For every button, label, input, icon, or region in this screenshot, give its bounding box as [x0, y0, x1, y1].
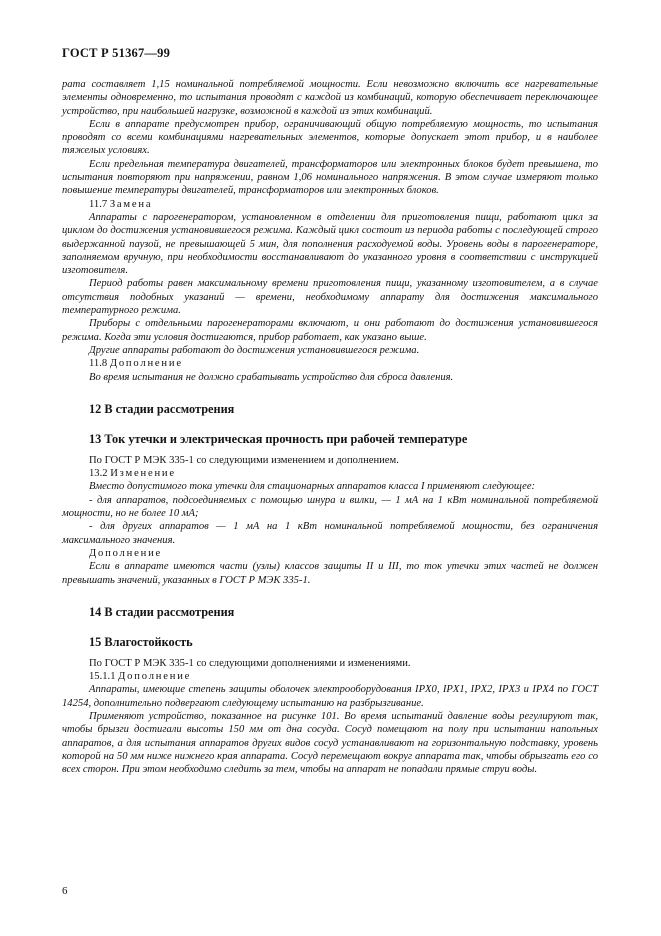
paragraph: По ГОСТ Р МЭК 335-1 со следующими дополнениями и изменениями.	[89, 657, 411, 669]
document-body	[62, 78, 598, 776]
clause-heading-11-7	[62, 198, 598, 211]
paragraph: Если предельная температура двигателей, трансформаторов или электронных блоков будет превышена, то испытания повторяют при напряжении, равном 1,06 номинального напряжения. В этом случае измеряют только повышение температуры двигателей, трансформаторов или электронных блоков.	[62, 158, 598, 197]
paragraph: Аппараты с парогенератором, установленном в отделении для приготовления пищи, работают цикл за циклом до достижения установившегося режима. Каждый цикл состоит из периода работы с последующей строго выдержанной паузой, не превышающей 5 мин, для пополнения расходуемой воды. Уровень воды в парогенераторе, заполняемом вручную, при необходимости восстанавливают до указанного уровня в соответствии с инструкцией изготовителя.	[62, 211, 598, 277]
paragraph: Другие аппараты работают до достижения установившегося режима.	[89, 344, 420, 356]
paragraph: Вместо допустимого тока утечки для стационарных аппаратов класса I применяют следующее:	[89, 481, 536, 493]
page-number: 6	[62, 885, 68, 897]
clause-word: Дополнение	[89, 547, 163, 559]
clause-heading-13-2	[62, 467, 598, 480]
paragraph: Во время испытания не должно срабатывать устройство для сброса давления.	[89, 371, 454, 383]
clause-word: Изменение	[110, 468, 176, 480]
paragraph: Применяют устройство, показанное на рисунке 101. Во время испытаний давление воды регулируют так, чтобы брызги достигали высоты 150 мм от дна сосуда. Сосуд помещают на полу при испытании напольных аппаратов, а для испытания аппаратов других видов сосуд устанавливают на горизонтальную подставку, уровень которой на 50 мм ниже нижнего края аппарата. Сосуд перемещают вокруг аппарата так, чтобы обрызгать его со всех сторон. При этом необходимо следить за тем, чтобы на аппарат не попадали прямые струи воды.	[62, 710, 598, 776]
section-title-15: 15 Влагостойкость	[89, 634, 193, 649]
clause-word: Дополнение	[109, 358, 183, 370]
section-title-13: 13 Ток утечки и электрическая прочность при рабочей температуре	[89, 431, 468, 446]
paragraph: Приборы с отдельными парогенераторами включают, и они работают до достижения установившегося режима. Когда эти условия достигаются, прибор работает, как указано выше.	[62, 318, 598, 343]
clause-word: Замена	[109, 198, 153, 210]
list-item: - для других аппаратов — 1 мА на 1 кВт номинальной потребляемой мощности, без ограничения максимального значения.	[62, 521, 598, 546]
paragraph: рата составляет 1,15 номинальной потребляемой мощности. Если невозможно включить все нагревательные элементы одновременно, то испытания проводят с каждой из комбинаций, которую обеспечивает переключающее устройство, при наибольшей нагрузке, возможной в каждой из этих комбинаций.	[62, 79, 598, 117]
clause-heading-15-1-1	[62, 670, 598, 683]
paragraph: По ГОСТ Р МЭК 335-1 со следующими изменением и дополнением.	[89, 454, 399, 466]
clause-number: 13.2	[89, 468, 108, 480]
paragraph: Если в аппарате имеются части (узлы) классов защиты II и III, то ток утечки этих частей не должен превышать значений, указанных в ГОСТ Р МЭК 335-1.	[62, 561, 598, 586]
clause-number: 11.8	[89, 358, 108, 370]
list-item: - для аппаратов, подсоединяемых с помощью шнура и вилки, — 1 мА на 1 кВт номинальной потребляемой мощности, но не более 10 мА;	[62, 494, 598, 520]
clause-heading-11-8	[62, 357, 598, 370]
standard-header: ГОСТ Р 51367—99	[62, 46, 171, 60]
section-title-14: 14 В стадии рассмотрения	[89, 604, 235, 619]
paragraph: Период работы равен максимальному времени приготовления пищи, указанному изготовителем, а в случае отсутствия подобных указаний — времени, необходимому аппарату для достижения максимального температурного режима.	[62, 278, 598, 317]
paragraph: Аппараты, имеющие степень защиты оболочек электрооборудования IPX0, IPX1, IPX2, IPX3 и IPX4 по ГОСТ 14254, дополнительно подвергают следующему испытанию на разбрызгивание.	[62, 684, 598, 709]
clause-word: Дополнение	[118, 671, 192, 683]
clause-number: 15.1.1	[89, 671, 116, 683]
clause-number: 11.7	[89, 198, 108, 210]
section-title-12: 12 В стадии рассмотрения	[89, 401, 235, 416]
paragraph: Если в аппарате предусмотрен прибор, ограничивающий общую потребляемую мощность, то испытания проводят со всеми комбинациями нагревательных элементов, которые допускает этот прибор, и в наиболее тяжелых условиях.	[62, 118, 598, 157]
